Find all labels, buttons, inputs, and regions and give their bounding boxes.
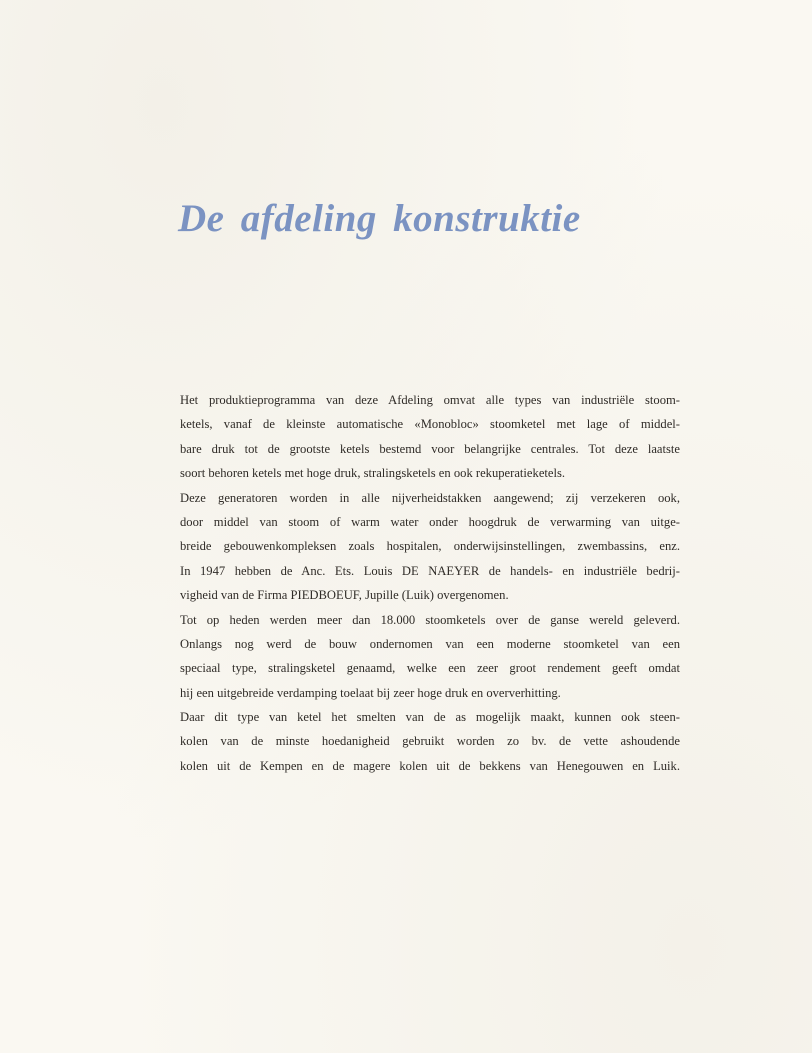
text-line: breide gebouwenkompleksen zoals hospitalen, onderwijsinstellingen, zwembassins, enz. — [180, 539, 680, 554]
text-line: Deze generatoren worden in alle nijverheidstakken aangewend; zij verzekeren ook, — [180, 490, 680, 505]
text-line: door middel van stoom of warm water onder hoogdruk de verwarming van uitge- — [180, 514, 680, 529]
text-line: Het produktieprogramma van deze Afdeling omvat alle types van industriële stoom- — [180, 393, 680, 407]
text-line: In 1947 hebben de Anc. Ets. Louis DE NAEYER de handels- en industriële bedrij- — [180, 563, 680, 578]
text-line: Daar dit type van ketel het smelten van de as mogelijk maakt, kunnen ook steen- — [180, 710, 680, 725]
text-line: ketels, vanaf de kleinste automatische «Monobloc» stoomketel met lage of middel- — [180, 417, 680, 432]
body-paragraph — [180, 388, 680, 778]
text-line: speciaal type, stralingsketel genaamd, welke een zeer groot rendement geeft omdat — [180, 661, 680, 676]
page-title: De afdeling konstruktie — [178, 197, 581, 240]
text-line: kolen van de minste hoedanigheid gebruikt worden zo bv. de vette ashoudende — [180, 734, 680, 749]
text-line: Tot op heden werden meer dan 18.000 stoomketels over de ganse wereld geleverd. — [180, 612, 680, 627]
text-line: kolen uit de Kempen en de magere kolen uit de bekkens van Henegouwen en Luik. — [180, 758, 680, 773]
text-line: hij een uitgebreide verdamping toelaat bij zeer hoge druk en oververhitting. — [180, 685, 561, 700]
text-line: vigheid van de Firma PIEDBOEUF, Jupille (Luik) overgenomen. — [180, 588, 509, 603]
text-line: Onlangs nog werd de bouw ondernomen van een moderne stoomketel van een — [180, 636, 680, 651]
text-line: bare druk tot de grootste ketels bestemd voor belangrijke centrales. Tot deze laatste — [180, 441, 680, 456]
text-line: soort behoren ketels met hoge druk, stralingsketels en ook rekuperatieketels. — [180, 466, 566, 481]
